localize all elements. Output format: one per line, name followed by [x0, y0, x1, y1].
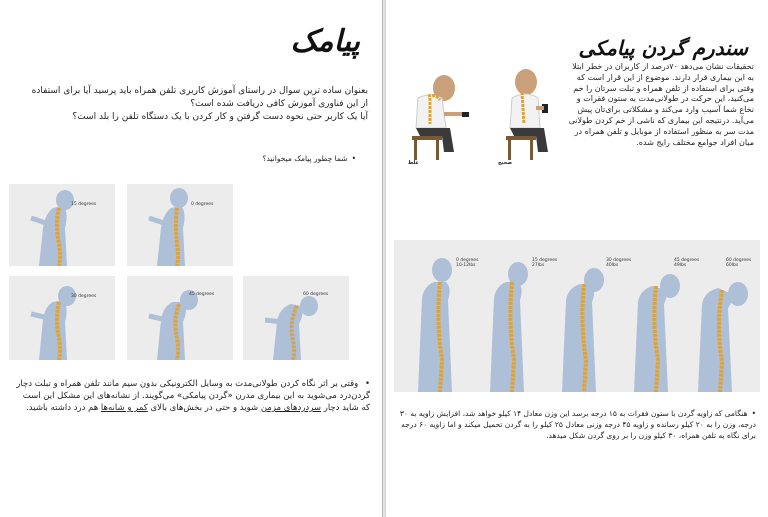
left-intro-line-2: آیا یک کاربر حتی نحوه دست گرفتن و کار کردن با یک دستگاه تلفن را بلد است؟ [72, 112, 368, 122]
right-body-paragraph: تحقیقات نشان می‌دهد ۷۰درصد از کاربران در خطر ابتلا به این بیماری قرار دارند. موضوع از این قرار است که وقتی برای استفاده از تلفن همراه و تبلت سرتان را خم می‌کنید، این حرکت در طولانی‌مدت به ستون فقرات و نخاع شما آسیب وارد می‌کند و مشکلاتی برای‌تان پیش می‌آید. درنتیجه این بیماری که ناشی از خم کردن طولانی مدت سر به منظور استفاده از موبایل و تلفن همراه در میان افراد جوامع مختلف رایج شده. [568, 62, 754, 147]
chart-figure-45 [634, 274, 680, 392]
posture-panel-60 [243, 276, 349, 360]
left-bottom-paragraph [12, 378, 370, 414]
right-page [386, 0, 768, 517]
left-intro-line-1: بعنوان ساده ترین سوال در راستای آموزش کاربری تلفن همراه باید پرسید آیا برای استفاده از این فناوری آموزش کافی دریافت شده است؟ [31, 86, 368, 109]
neck-weight-figures [394, 240, 760, 392]
posture-photo-correct [492, 64, 572, 164]
posture-figure-45 [127, 276, 233, 360]
chart-label-30-weight: 40lbs [606, 263, 619, 268]
posture-panel-45 [127, 276, 233, 360]
chart-label-60-weight: 60lbs [726, 263, 739, 268]
photo-caption-wrong: غلط [408, 160, 419, 166]
chart-figure-15 [490, 262, 528, 392]
chart-label-45 [674, 258, 699, 268]
posture-figure-15 [9, 184, 115, 266]
posture-panel-30 [9, 276, 115, 360]
chronic-headache-link: سردردهای مزمن [260, 403, 322, 413]
chart-label-15-deg: 15 degrees [532, 258, 558, 263]
chart-figure-60 [698, 282, 748, 392]
posture-label-15: 15 degrees [71, 202, 97, 207]
left-question: • شما چطور پیامک میخوانید؟ [156, 153, 356, 164]
chart-label-15-weight: 27lbs [532, 263, 545, 268]
chart-label-0-deg: 0 degrees [456, 258, 479, 263]
photo-caption-correct: صحیح [498, 160, 513, 166]
posture-figure-60 [243, 276, 349, 360]
chart-label-30 [606, 258, 631, 268]
chart-label-45-deg: 45 degrees [674, 258, 700, 263]
left-page-title: پیامک [290, 24, 360, 59]
chart-figure-0 [418, 258, 452, 392]
back-shoulders-link: کمر و شانه‌ها [100, 403, 148, 413]
right-page-title: سندرم گردن پیامکی [578, 36, 748, 60]
chart-figure-30 [562, 268, 604, 392]
posture-label-60: 60 degrees [303, 292, 329, 297]
left-page [0, 0, 382, 517]
chart-label-60-deg: 60 degrees [726, 258, 752, 263]
left-bottom-text-a: وقتی بر اثر نگاه کردن طولانی‌مدت به وسایل الکترونیکی بدون سیم مانند تلفن همراه و تبلت دچار گردن‌درد می‌شوید به این بیماری مدرن «گردن پیامکی» می‌گویند. از نشانه‌های این مشکل این است که شاید دچار [16, 379, 370, 413]
chart-label-15 [532, 258, 557, 268]
posture-figure-30 [9, 276, 115, 360]
chart-label-30-deg: 30 degrees [606, 258, 632, 263]
right-bottom-bullet: • هنگامی که زاویه گردن با ستون فقرات به ۱۵ درجه برسد این وزن معادل ۱۴ کیلو خواهد شد، افزایش زاویه به ۳۰ درجه، وزن را به ۲۰ کیلو رسانده و زاویه ۴۵ درجه وزنی معادل ۲۵ کیلو را به گردن تحمیل میکند و اما زاویه ۶۰ درجه برای نگاه به تلفن همراه، ۳۰ کیلو وزن را بر روی گردن شکل میدهد. [398, 408, 756, 441]
posture-figure-0 [127, 184, 233, 266]
left-bottom-text-c: هم درد داشته باشید. [26, 403, 99, 413]
chart-label-0 [456, 258, 478, 268]
neck-weight-chart [394, 240, 760, 392]
posture-panel-0 [127, 184, 233, 266]
chart-label-60 [726, 258, 751, 268]
chart-label-45-weight: 49lbs [674, 263, 687, 268]
posture-label-45: 45 degrees [189, 292, 215, 297]
posture-label-0: 0 degrees [191, 202, 214, 207]
chart-label-0-weight: 10-12lbs [456, 263, 476, 268]
posture-label-30: 30 degrees [71, 294, 97, 299]
left-bottom-text-b: شوید و حتی در بخش‌های بالای [150, 403, 259, 413]
posture-panel-15 [9, 184, 115, 266]
left-intro-paragraph [26, 85, 368, 124]
posture-photo-wrong [400, 64, 490, 164]
